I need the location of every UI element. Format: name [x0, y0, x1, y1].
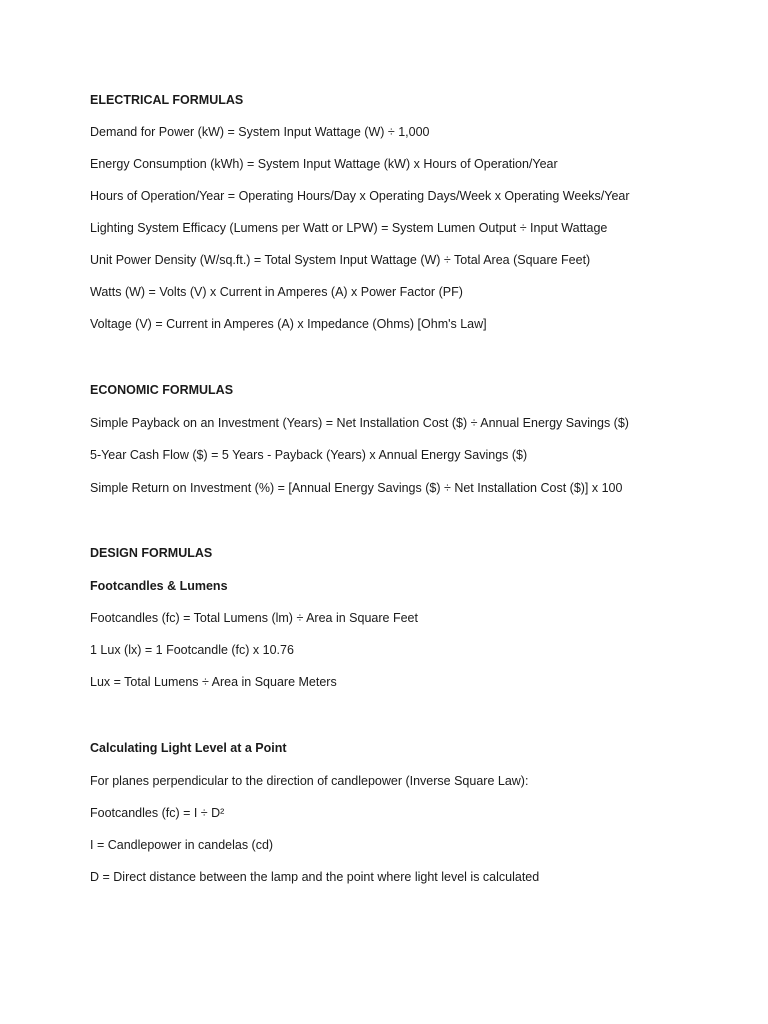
hours-of-operation-formula: Hours of Operation/Year = Operating Hours/Day x Operating Days/Week x Operating Weeks/Year — [90, 189, 630, 203]
lux-formula: Lux = Total Lumens ÷ Area in Square Meters — [90, 675, 337, 689]
simple-return-formula: Simple Return on Investment (%) = [Annual Energy Savings ($) ÷ Net Installation Cost ($)] x 100 — [90, 481, 623, 495]
lighting-system-efficacy-formula: Lighting System Efficacy (Lumens per Watt or LPW) = System Lumen Output ÷ Input Wattage — [90, 221, 608, 235]
watts-formula: Watts (W) = Volts (V) x Current in Amperes (A) x Power Factor (PF) — [90, 285, 463, 299]
footcandles-formula: Footcandles (fc) = Total Lumens (lm) ÷ Area in Square Feet — [90, 611, 418, 625]
simple-payback-formula: Simple Payback on an Investment (Years) = Net Installation Cost ($) ÷ Annual Energy Savings ($) — [90, 416, 629, 430]
design-formulas-heading: DESIGN FORMULAS — [90, 546, 213, 560]
light-level-subheading: Calculating Light Level at a Point — [90, 741, 287, 755]
demand-for-power-formula: Demand for Power (kW) = System Input Wattage (W) ÷ 1,000 — [90, 125, 430, 139]
footcandles-inverse-square-formula: Footcandles (fc) = I ÷ D² — [90, 806, 225, 820]
economic-formulas-heading: ECONOMIC FORMULAS — [90, 383, 234, 397]
lux-conversion-formula: 1 Lux (lx) = 1 Footcandle (fc) x 10.76 — [90, 643, 294, 657]
unit-power-density-formula: Unit Power Density (W/sq.ft.) = Total System Input Wattage (W) ÷ Total Area (Square Feet) — [90, 253, 591, 267]
candlepower-definition: I = Candlepower in candelas (cd) — [90, 838, 274, 852]
inverse-square-law-note: For planes perpendicular to the direction of candlepower (Inverse Square Law): — [90, 774, 529, 788]
energy-consumption-formula: Energy Consumption (kWh) = System Input Wattage (kW) x Hours of Operation/Year — [90, 157, 558, 171]
cash-flow-formula: 5-Year Cash Flow ($) = 5 Years - Payback (Years) x Annual Energy Savings ($) — [90, 448, 528, 462]
voltage-formula: Voltage (V) = Current in Amperes (A) x Impedance (Ohms) [Ohm's Law] — [90, 317, 487, 331]
electrical-formulas-heading: ELECTRICAL FORMULAS — [90, 93, 244, 107]
distance-definition: D = Direct distance between the lamp and the point where light level is calculated — [90, 870, 540, 884]
footcandles-lumens-subheading: Footcandles & Lumens — [90, 579, 228, 593]
